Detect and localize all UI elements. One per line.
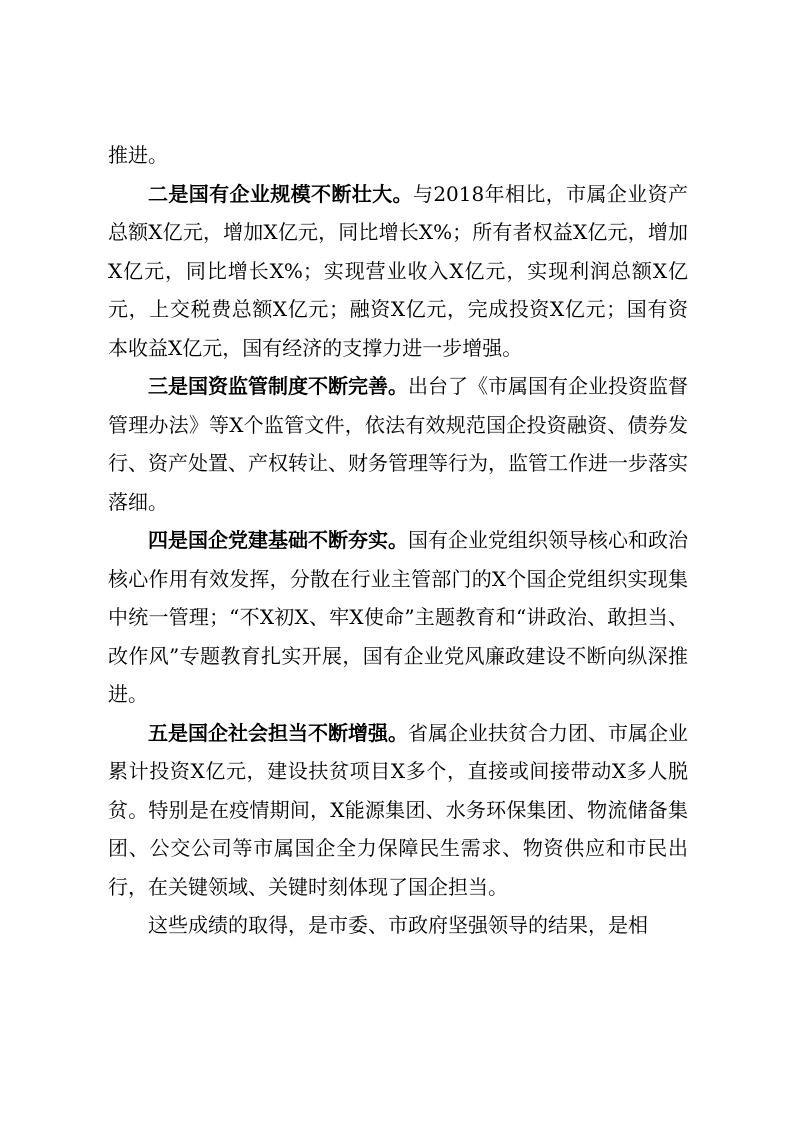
- document-body: [108, 136, 688, 945]
- paragraph-social-responsibility: [108, 714, 688, 907]
- paragraph-enterprise-scale: [108, 175, 688, 368]
- paragraph-text: 省属企业扶贫合力团、市属企业累计投资X亿元，建设扶贫项目X多个，直接或间接带动X多人脱贫。特别是在疫情期间，X能源集团、水务环保集团、物流储备集团、公交公司等市属国企全力保障民生需求、物资供应和市民出行，在关键领域、关键时刻体现了国企担当。: [108, 720, 688, 899]
- paragraph-achievements-summary: [108, 906, 688, 945]
- paragraph-party-building: [108, 521, 688, 714]
- paragraph-lead: 二是国有企业规模不断壮大。: [148, 181, 413, 206]
- paragraph-text: 国有企业党组织领导核心和政治核心作用有效发挥，分散在行业主管部门的X个国企党组织实现集中统一管理；“不X初X、牢X使命”主题教育和“讲政治、敢担当、改作风”专题教育扎实开展，国有企业党风廉政建设不断向纵深推进。: [108, 528, 688, 706]
- paragraph-supervision-system: [108, 367, 688, 521]
- paragraph-lead: 四是国企党建基础不断夯实。: [148, 528, 408, 552]
- paragraph-text: 出台了《市属国有企业投资监督管理办法》等X个监管文件，依法有效规范国企投资融资、债券发行、资产处置、产权转让、财务管理等行为，监管工作进一步落实落细。: [108, 374, 688, 514]
- paragraph-lead: 五是国企社会担当不断增强。: [148, 720, 408, 745]
- paragraph-text: 这些成绩的取得，是市委、市政府坚强领导的结果，是相: [148, 913, 648, 937]
- paragraph-continuation: [108, 136, 688, 175]
- paragraph-lead: 三是国资监管制度不断完善。: [148, 374, 408, 398]
- paragraph-text: 与2018年相比，市属企业资产总额X亿元，增加X亿元，同比增长X%；所有者权益X亿元，增加X亿元，同比增长X%；实现营业收入X亿元，实现利润总额X亿元，上交税费总额X亿元；融资X亿元，完成投资X亿元；国有资本收益X亿元，国有经济的支撑力进一步增强。: [108, 181, 689, 360]
- paragraph-text: 推进。: [108, 143, 168, 167]
